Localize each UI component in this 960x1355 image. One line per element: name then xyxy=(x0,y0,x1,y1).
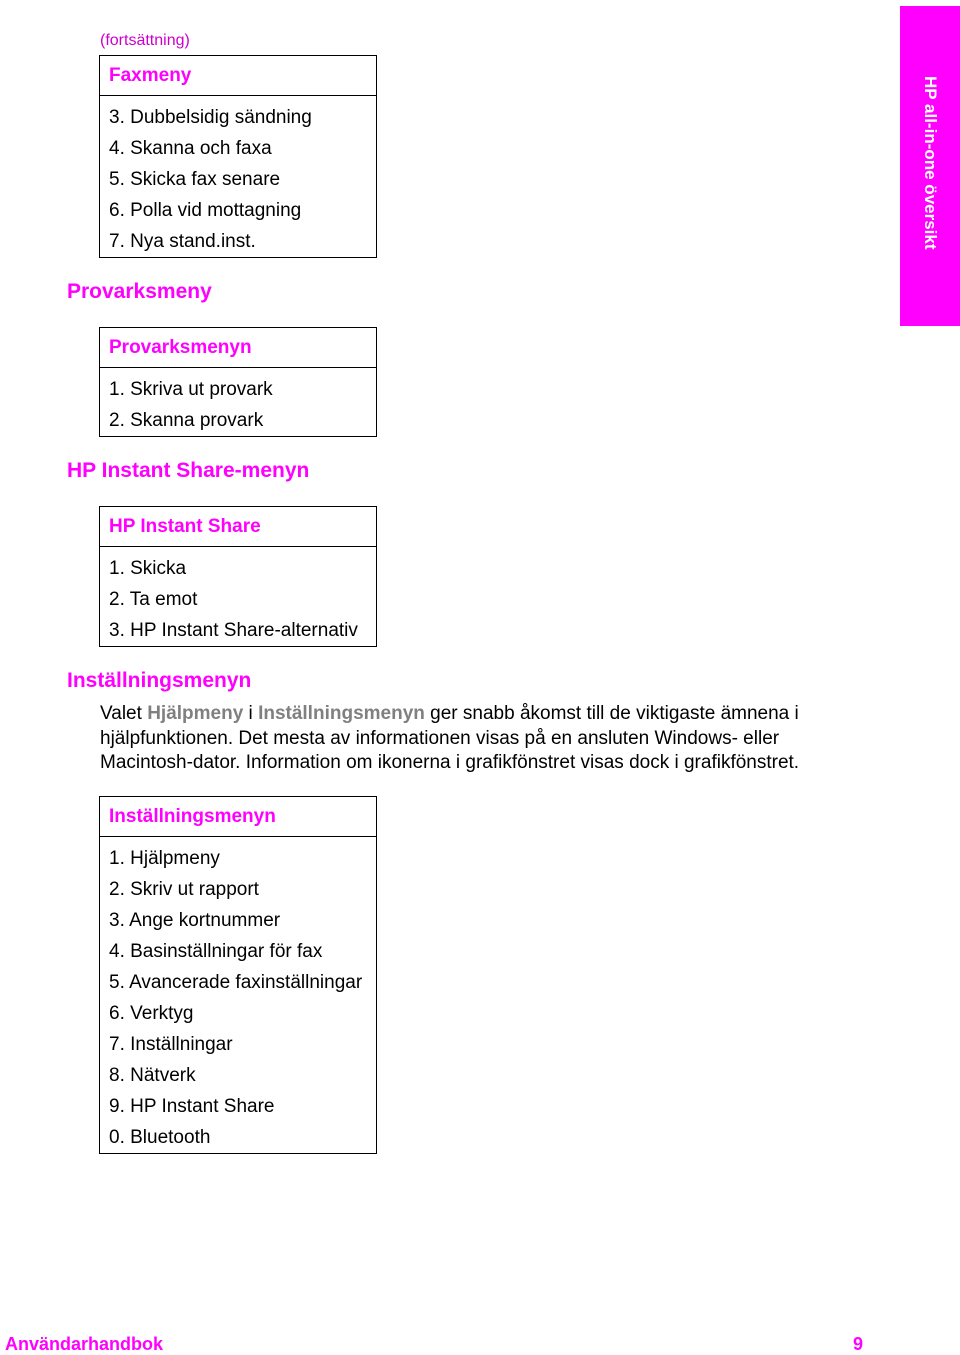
list-item: 4. Skanna och faxa xyxy=(109,138,272,159)
list-item: 9. HP Instant Share xyxy=(109,1096,275,1117)
list-item: 5. Skicka fax senare xyxy=(109,169,281,190)
page-number: 9 xyxy=(853,1334,864,1354)
setup-paragraph xyxy=(100,702,860,776)
list-item: 3. Dubbelsidig sändning xyxy=(109,107,312,128)
instant-share-heading: HP Instant Share-menyn xyxy=(67,459,310,482)
proof-sheet-box xyxy=(99,327,377,437)
footer-title: Användarhandbok xyxy=(5,1334,164,1354)
list-item: 7. Nya stand.inst. xyxy=(109,231,256,252)
list-item: 7. Inställningar xyxy=(109,1034,233,1055)
proof-sheet-heading: Provarksmeny xyxy=(67,280,212,303)
list-item: 3. HP Instant Share-alternativ xyxy=(109,620,358,641)
paragraph-text: i xyxy=(243,703,259,724)
side-tab-label: HP all-in-one översikt xyxy=(921,76,940,250)
list-item: 6. Polla vid mottagning xyxy=(109,200,302,221)
setup-menu-list xyxy=(100,837,376,1153)
list-item: 1. Skriva ut provark xyxy=(109,379,273,400)
instant-share-box xyxy=(99,506,377,647)
list-item: 4. Basinställningar för fax xyxy=(109,941,323,962)
side-tab xyxy=(900,6,960,326)
list-item: 1. Skicka xyxy=(109,558,187,579)
proof-sheet-list xyxy=(100,368,376,436)
list-item: 2. Ta emot xyxy=(109,589,198,610)
proof-sheet-header: Provarksmenyn xyxy=(100,328,376,368)
setup-menu-highlight: Inställningsmenyn xyxy=(258,703,425,724)
instant-share-header: HP Instant Share xyxy=(100,507,376,547)
fax-menu-header: Faxmeny xyxy=(100,56,376,96)
setup-heading: Inställningsmenyn xyxy=(67,669,252,692)
paragraph-text: ger snabb åkomst till de viktigaste ämnena i hjälpfunktionen. Det mesta av informationen visas på en ansluten Windows- eller Macintosh-dator. Information om ikonerna i grafikfönstret visas dock i grafikfönstret. xyxy=(100,703,800,773)
help-menu-highlight: Hjälpmeny xyxy=(147,703,244,724)
list-item: 6. Verktyg xyxy=(109,1003,194,1024)
list-item: 5. Avancerade faxinställningar xyxy=(109,972,363,993)
instant-share-list xyxy=(100,547,376,646)
list-item: 0. Bluetooth xyxy=(109,1127,211,1148)
setup-menu-box xyxy=(99,796,377,1154)
paragraph-text: Valet xyxy=(100,703,148,724)
setup-menu-header: Inställningsmenyn xyxy=(100,797,376,837)
list-item: 3. Ange kortnummer xyxy=(109,910,281,931)
fax-menu-box xyxy=(99,55,377,258)
list-item: 2. Skanna provark xyxy=(109,410,264,431)
continuation-label: (fortsättning) xyxy=(100,32,190,49)
fax-menu-list xyxy=(100,96,376,257)
list-item: 1. Hjälpmeny xyxy=(109,848,220,869)
list-item: 2. Skriv ut rapport xyxy=(109,879,259,900)
list-item: 8. Nätverk xyxy=(109,1065,196,1086)
